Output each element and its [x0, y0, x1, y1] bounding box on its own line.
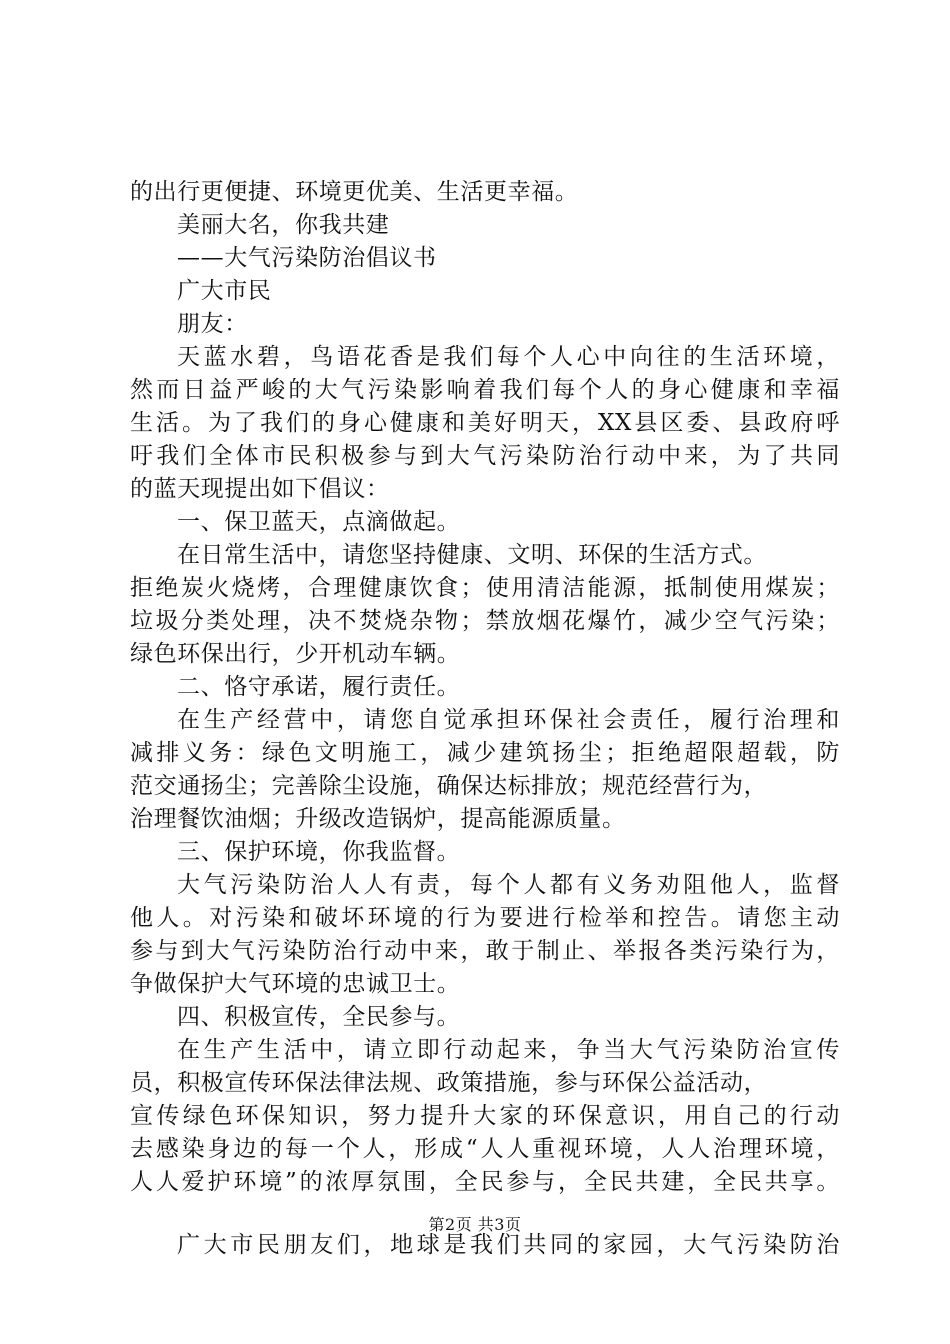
section-heading: 一、保卫蓝天，点滴做起。: [177, 509, 461, 535]
body-line: 生活。为了我们的身心健康和美好明天，XX县区委、县政府呼: [130, 410, 840, 436]
body-line: 吁我们全体市民积极参与到大气污染防治行动中来，为了共同: [130, 443, 840, 469]
body-line: 去感染身边的每一个人，形成“人人重视环境，人人治理环境，: [130, 1136, 840, 1162]
body-line: 绿色环保出行，少开机动车辆。: [130, 641, 461, 667]
body-line: 他人。对污染和破坏环境的行为要进行检举和控告。请您主动: [130, 905, 840, 931]
body-line: 在生产经营中，请您自觉承担环保社会责任，履行治理和: [177, 707, 840, 733]
body-line: 参与到大气污染防治行动中来，敢于制止、举报各类污染行为，: [130, 938, 840, 964]
body-line: 范交通扬尘；完善除尘设施，确保达标排放；规范经营行为，: [130, 773, 768, 799]
body-line: 在生产生活中，请立即行动起来，争当大气污染防治宣传: [177, 1037, 840, 1063]
body-line: 治理餐饮油烟；升级改造锅炉，提高能源质量。: [130, 806, 626, 832]
body-line: 员，积极宣传环保法律法规、政策措施，参与环保公益活动，: [130, 1070, 768, 1096]
body-line: 在日常生活中，请您坚持健康、文明、环保的生活方式。: [177, 542, 767, 568]
body-line: 垃圾分类处理，决不焚烧杂物；禁放烟花爆竹，减少空气污染；: [130, 608, 840, 634]
section-heading: 二、恪守承诺，履行责任。: [177, 674, 461, 700]
body-line: 宣传绿色环保知识，努力提升大家的环保意识，用自己的行动: [130, 1103, 840, 1129]
body-line: 的蓝天现提出如下倡议：: [130, 476, 390, 502]
heading-title: 美丽大名，你我共建: [177, 212, 390, 238]
body-line: 人人爱护环境”的浓厚氛围，全民参与，全民共建，全民共享。: [130, 1169, 840, 1195]
salutation-line: 广大市民: [177, 278, 272, 304]
body-line: 争做保护大气环境的忠诚卫士。: [130, 971, 461, 997]
body-line: 大气污染防治人人有责，每个人都有义务劝阻他人，监督: [177, 872, 840, 898]
salutation-line: 朋友：: [177, 311, 248, 337]
section-heading: 四、积极宣传，全民参与。: [177, 1004, 461, 1030]
page-indicator: 第2页 共3页: [428, 1215, 522, 1234]
body-line: 拒绝炭火烧烤，合理健康饮食；使用清洁能源，抵制使用煤炭；: [130, 575, 840, 601]
body-line: 然而日益严峻的大气污染影响着我们每个人的身心健康和幸福: [130, 377, 840, 403]
body-line: 减排义务：绿色文明施工，减少建筑扬尘；拒绝超限超载，防: [130, 740, 840, 766]
document-body: [130, 176, 840, 1262]
body-line: 广大市民朋友们，地球是我们共同的家园，大气污染防治: [177, 1232, 840, 1258]
body-line: 的出行更便捷、环境更优美、生活更幸福。: [130, 179, 579, 205]
body-line: 天蓝水碧，鸟语花香是我们每个人心中向往的生活环境，: [177, 344, 840, 370]
heading-subtitle: ——大气污染防治倡议书: [177, 245, 437, 271]
section-heading: 三、保护环境，你我监督。: [177, 839, 461, 865]
